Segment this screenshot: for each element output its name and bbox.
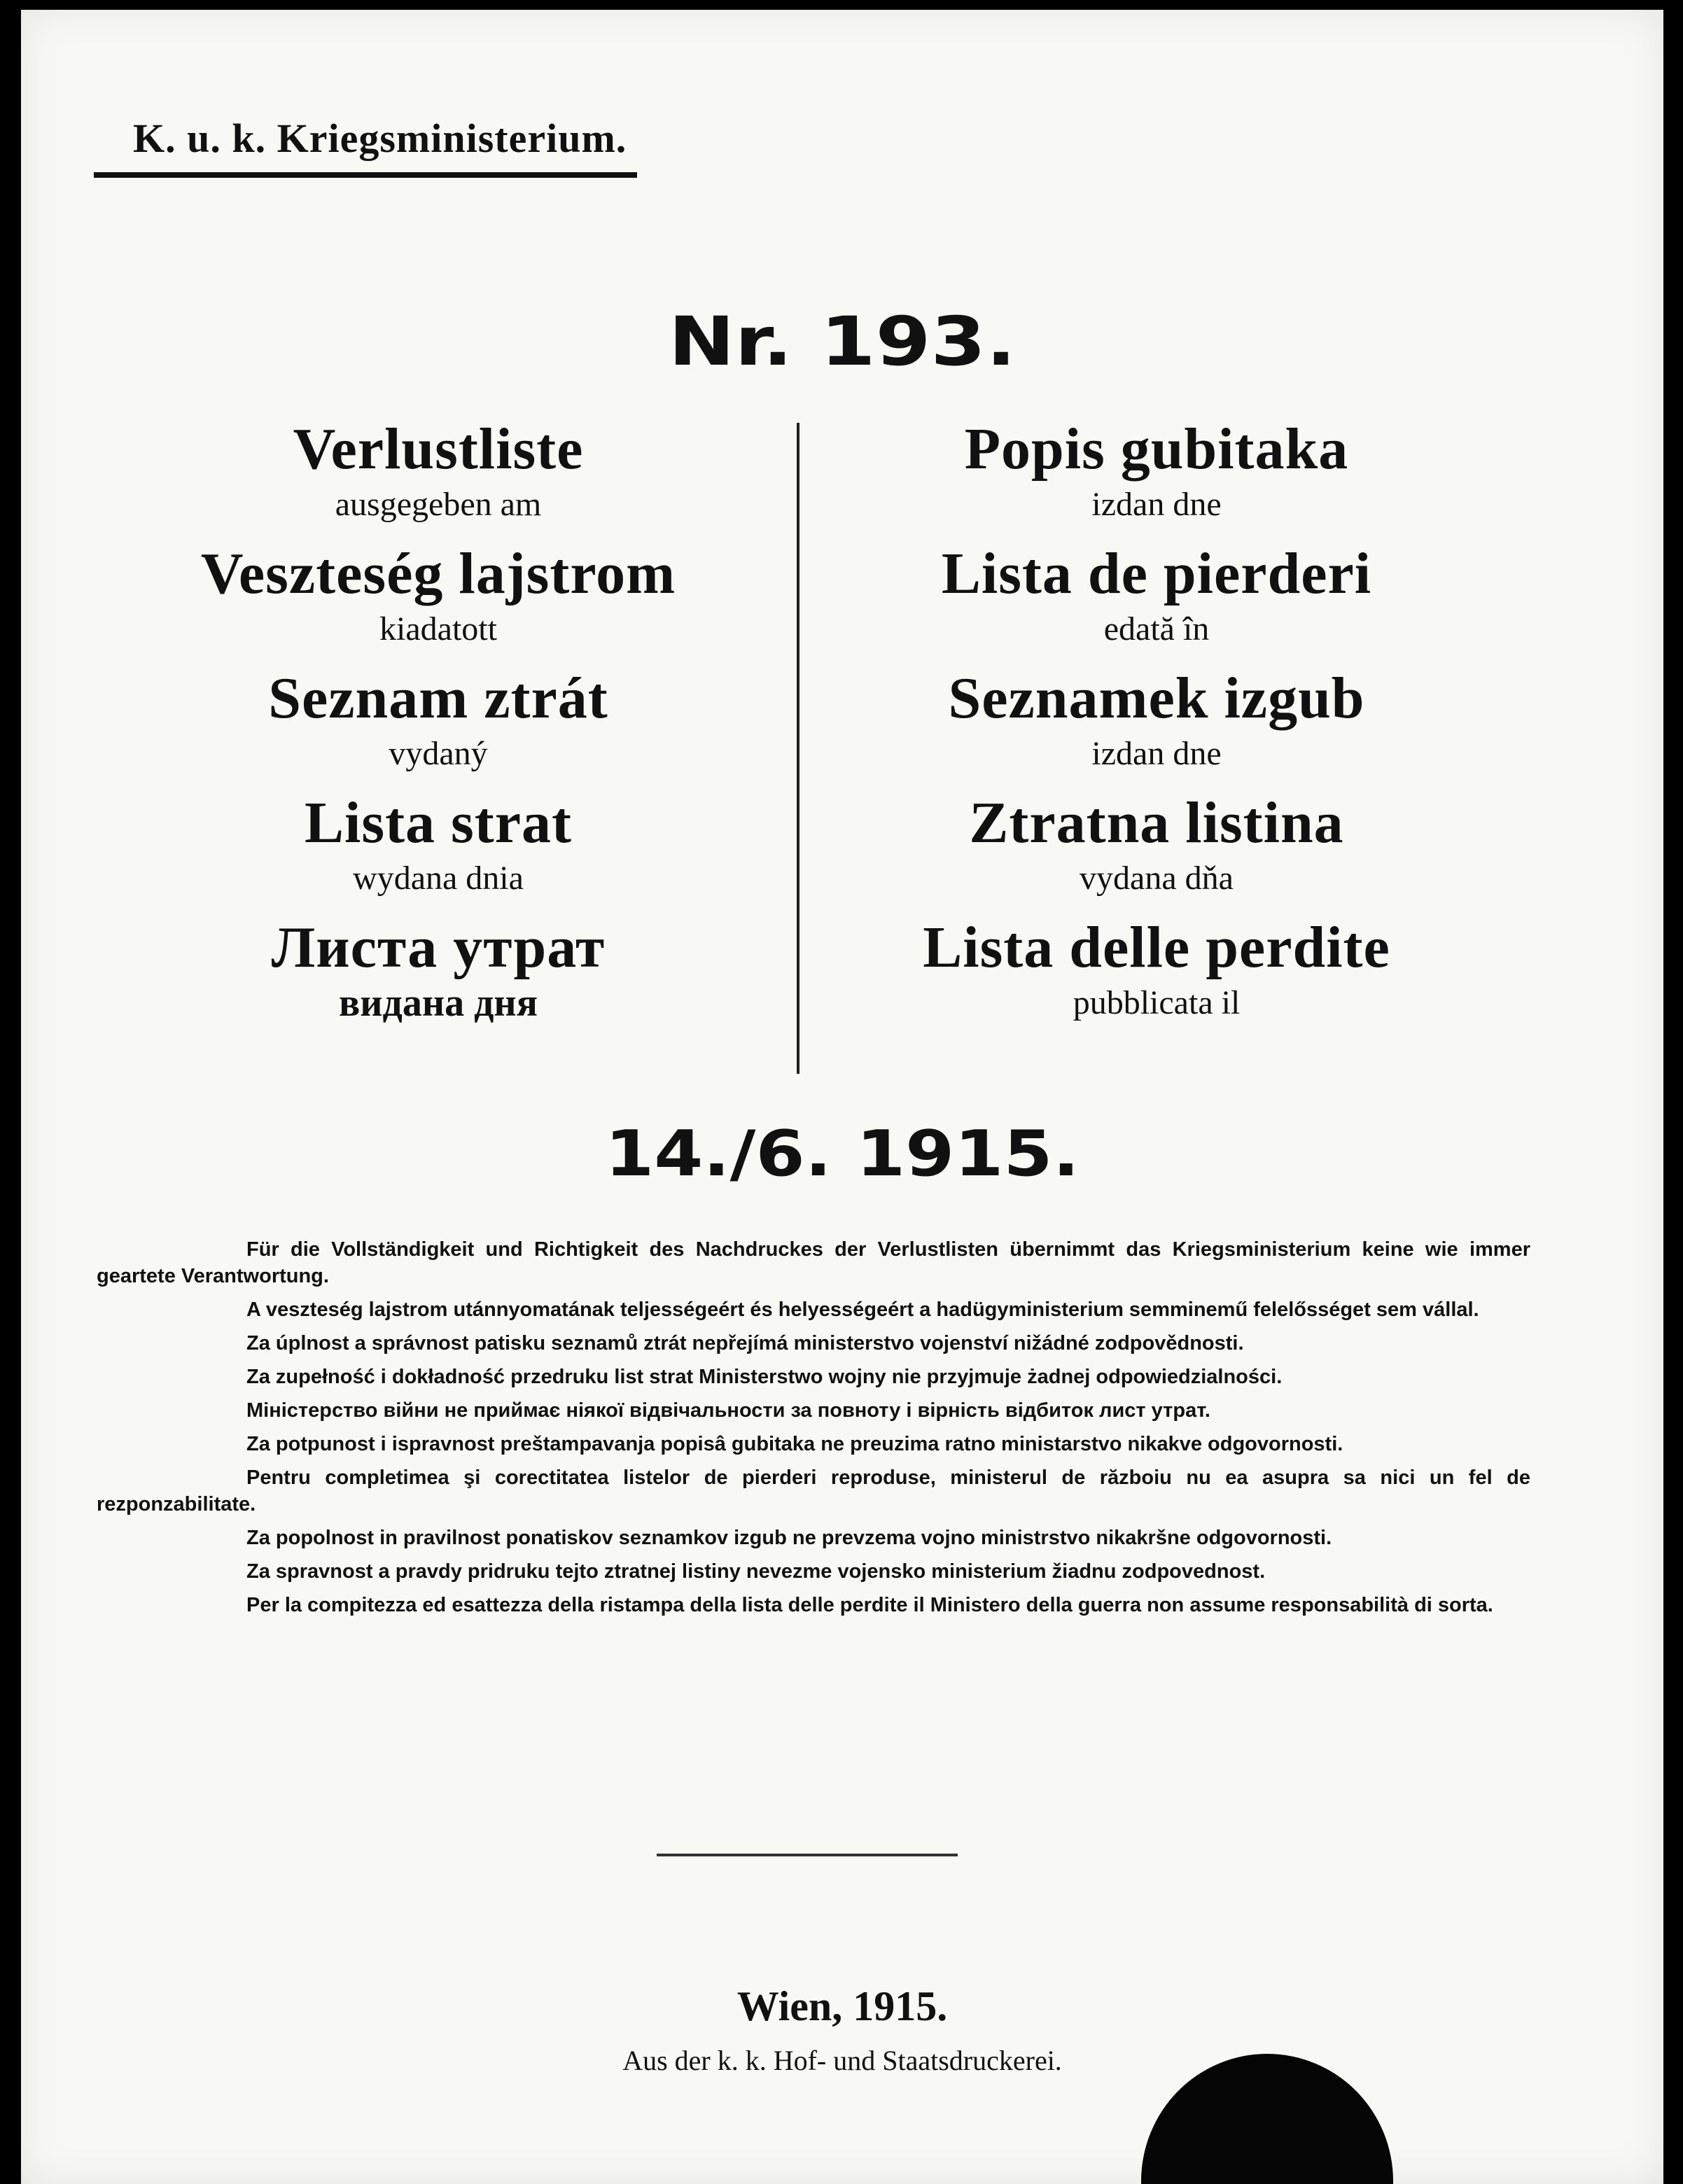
issue-number: Nr. 193. [668,302,1017,381]
disclaimer-polish: Za zupełność i dokładność przedruku list strat Ministerstwo wojny nie przyjmuje żadnej odpowiedzialności. [246,1366,1283,1388]
list-subtitle: izdan dne [1091,486,1222,523]
titles-left-column [81,416,795,1039]
list-title: Ztratna listina [969,790,1344,855]
list-subtitle: izdan dne [1091,735,1222,772]
title-entry [799,914,1514,1025]
printer-line: Aus der k. k. Hof- und Staatsdruckerei. [622,2045,1062,2076]
title-entry [799,665,1514,776]
list-title: Veszteség lajstrom [200,541,676,606]
disclaimer-ukrainian: Міністерство війни не приймає ніякої відвічальности за повноту і вірність відбиток лист утрат. [246,1399,1210,1422]
disclaimer-croatian: Za potpunost i ispravnost preštampavanja popisâ gubitaka ne preuzima ratno ministarstvo nikakve odgovornosti. [246,1433,1343,1455]
titles-right-column [799,416,1514,1039]
list-subtitle: vydaný [389,735,488,772]
list-title: Seznamek izgub [948,666,1365,731]
header-underline [94,172,637,178]
list-title: Lista delle perdite [923,915,1390,980]
issue-date: 14./6. 1915. [605,1117,1080,1191]
disclaimer-hungarian: A veszteség lajstrom utánnyomatának teljességeért és helyességeért a hadügyministerium semminemű felelősséget sem vállal. [246,1298,1479,1321]
list-title: Lista de pierderi [941,541,1372,606]
list-subtitle: ausgegeben am [335,486,542,523]
footer-rule [657,1854,958,1856]
disclaimer-slovak: Za spravnost a pravdy pridruku tejto ztratnej listiny nevezme vojensko ministerium žiadnu zodpovednost. [246,1560,1266,1583]
disclaimer-german: Für die Vollständigkeit und Richtigkeit des Nachdruckes der Verlustlisten übernimmt das Kriegsministerium keine wie immer geartete Verantwortung. [97,1238,1530,1287]
title-entry [799,416,1514,526]
disclaimer-italian: Per la compitezza ed esattezza della ristampa della lista delle perdite il Ministero della guerra non assume responsabilità di sorta. [246,1594,1493,1616]
disclaimer-slovenian: Za popolnost in pravilnost ponatiskov seznamkov izgub ne prevzema vojno ministrstvo nikakršne odgovornosti. [246,1527,1332,1549]
list-subtitle: kiadatott [379,610,497,648]
title-entry [799,540,1514,651]
title-entry [81,665,795,776]
title-entry [81,540,795,651]
disclaimer-romanian: Pentru completimea şi corectitatea listelor de pierderi reproduse, ministerul de războiu nu ea asupra sa nici un fel de rezponzabilitate. [97,1466,1530,1516]
list-subtitle: vydana dňa [1080,860,1234,897]
disclaimer-block [97,1236,1530,1625]
list-subtitle: wydana dnia [353,860,524,897]
title-entry [81,416,795,526]
publication-place: Wien, 1915. [736,1983,948,2029]
list-title: Lista strat [305,790,572,855]
list-subtitle: pubblicata il [1073,984,1241,1021]
title-entry [799,790,1514,900]
list-subtitle: edată în [1103,610,1210,648]
ministry-header: K. u. k. Kriegsministerium. [133,115,627,161]
list-title: Verlustliste [293,416,584,482]
list-title: Листа утрат [271,915,606,980]
title-entry [81,914,795,1025]
list-subtitle: видана дня [339,981,538,1025]
list-title: Popis gubitaka [964,416,1349,482]
document-page [21,10,1663,2184]
title-entry [81,790,795,900]
disclaimer-czech: Za úplnost a správnost patisku seznamů ztrát nepřejímá ministerstvo vojenství nižádné zodpovědnosti. [246,1332,1244,1354]
list-title: Seznam ztrát [268,666,608,731]
